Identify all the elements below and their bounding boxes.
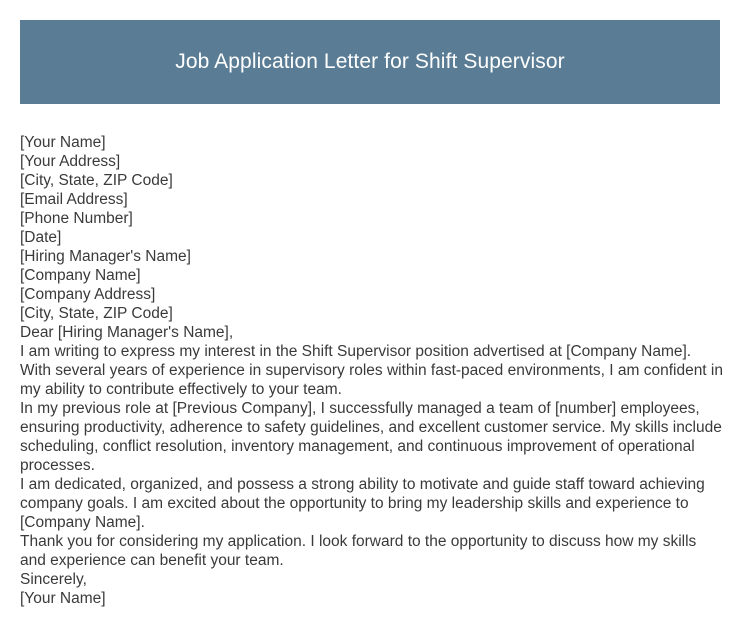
paragraph-experience: In my previous role at [Previous Company], I successfully managed a team of [number] employees, ensuring productivity, adherence to safety guidelines, and excellent customer service. My skills include scheduling, conflict resolution, inventory management, and continuous improvement of operational processes. — [20, 400, 722, 474]
sender-name: [Your Name] — [20, 134, 106, 151]
letter-body — [20, 133, 725, 608]
recipient-name: [Hiring Manager's Name] — [20, 248, 191, 265]
signature-name: [Your Name] — [20, 590, 106, 607]
recipient-address: [Company Address] — [20, 286, 156, 303]
page-title: Job Application Letter for Shift Supervisor — [175, 50, 565, 73]
sender-email: [Email Address] — [20, 191, 128, 208]
sender-phone: [Phone Number] — [20, 210, 133, 227]
header-banner — [20, 20, 720, 104]
paragraph-thanks: Thank you for considering my application. I look forward to the opportunity to discuss how my skills and experience can benefit your team. — [20, 533, 697, 569]
recipient-city-state-zip: [City, State, ZIP Code] — [20, 305, 173, 322]
salutation: Dear [Hiring Manager's Name], — [20, 324, 234, 341]
paragraph-qualities: I am dedicated, organized, and possess a strong ability to motivate and guide staff toward achieving company goals. I am excited about the opportunity to bring my leadership skills and experience to [Company Name]. — [20, 476, 705, 531]
letter-date: [Date] — [20, 229, 62, 246]
recipient-company: [Company Name] — [20, 267, 141, 284]
paragraph-intro: I am writing to express my interest in the Shift Supervisor position advertised at [Company Name]. With several years of experience in supervisory roles within fast-paced environments, I am confident in my ability to contribute effectively to your team. — [20, 343, 723, 398]
closing: Sincerely, — [20, 571, 87, 588]
sender-address: [Your Address] — [20, 153, 121, 170]
sender-city-state-zip: [City, State, ZIP Code] — [20, 172, 173, 189]
